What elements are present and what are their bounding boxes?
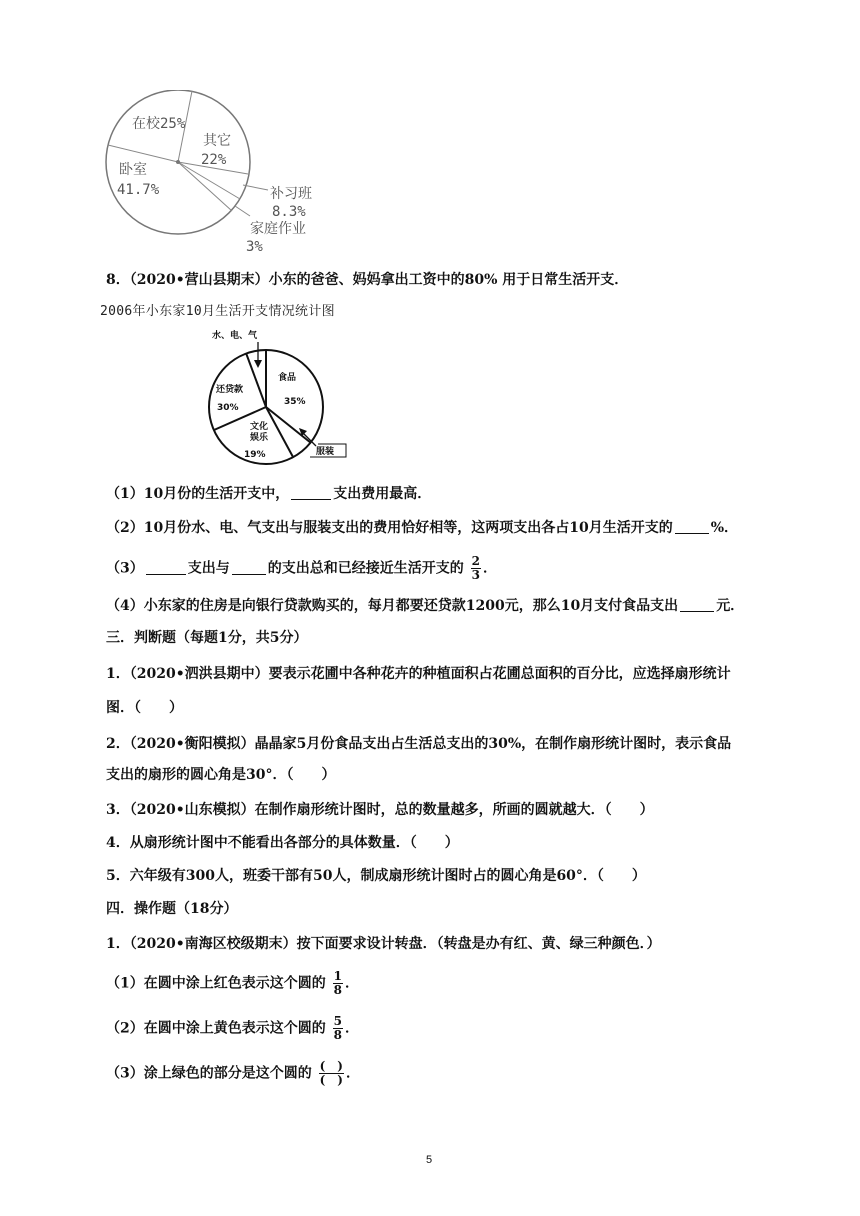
s4-sub1: （1）在圆中涂上红色表示这个圆的 $\frac{1}{8}$ ． — [106, 969, 359, 997]
q8-sub1: （1）10月份的生活开支中， 支出费用最高． — [106, 486, 432, 502]
label-loan-pct: 30% — [217, 403, 239, 413]
pie-center — [176, 160, 180, 164]
pie-divider — [108, 145, 178, 162]
leader-line — [235, 206, 250, 216]
s3-q4: 4．从扇形统计图中不能看出各部分的具体数量．（ ） — [106, 835, 459, 851]
s3-q1-line2: 图．（ ） — [106, 700, 183, 716]
s3-q2-line2: 支出的扇形的圆心角是30°．（ ） — [106, 767, 336, 783]
q8-sub2: （2）10月份水、电、气支出与服装支出的费用恰好相等，这两项支出各占10月生活开支的 %． — [106, 520, 739, 536]
s4-sub3: （3）涂上绿色的部分是这个圆的 $\frac{( )}{( )}$ ． — [106, 1059, 360, 1087]
fraction-one-eighth: $\frac{1}{8}$ — [333, 969, 342, 997]
s3-q3: 3．（2020•山东模拟）在制作扇形统计图时，总的数量越多，所画的圆就越大．（ ） — [106, 802, 654, 818]
leader-line — [243, 185, 268, 190]
label-utilities: 水、电、气 — [212, 331, 258, 341]
s4-q1: 1．（2020•南海区校级期末）按下面要求设计转盘．（转盘是办有红、黄、绿三种颜色．） — [106, 936, 661, 952]
label-homework: 家庭作业 — [250, 221, 306, 237]
arrow-head — [254, 360, 262, 368]
q8-sub4: （4）小东家的住房是向银行贷款购买的，每月都要还贷款1200元，那么10月支付食品支出 元． — [106, 598, 745, 614]
q8-sub3: （3） 支出与 的支出总和已经接近生活开支的 $\frac{2}{3}$ ． — [106, 554, 497, 582]
label-tutoring-pct: 8.3% — [272, 204, 306, 220]
label-clothing: 服装 — [316, 447, 335, 457]
answer-blank[interactable] — [675, 519, 709, 534]
fraction-five-eighths: $\frac{5}{8}$ — [333, 1014, 342, 1042]
s3-q2-line1: 2．（2020•衡阳模拟）晶晶家5月份食品支出占生活总支出的30%，在制作扇形统计图时，表示食品 — [106, 736, 732, 752]
chart2-title: 2006年小东家10月生活开支情况统计图 — [100, 304, 335, 319]
label-homework-pct: 3% — [246, 239, 263, 255]
s3-q1-line1: 1．（2020•泗洪县期中）要表示花圃中各种花卉的种植面积占花圃总面积的百分比，应选择扇形统计 — [106, 666, 731, 682]
pie-chart-expenses — [196, 322, 356, 470]
label-other-pct: 22% — [201, 152, 227, 168]
label-other: 其它 — [203, 133, 231, 149]
answer-blank[interactable] — [291, 485, 331, 500]
page-number: 5 — [426, 1154, 433, 1166]
label-food: 食品 — [278, 373, 297, 383]
answer-blank[interactable] — [680, 597, 714, 612]
answer-blank[interactable] — [146, 560, 186, 575]
fraction-two-thirds: $\frac{2}{3}$ — [471, 554, 480, 582]
label-culture-1: 文化 — [250, 422, 269, 432]
pie-divider — [266, 407, 293, 457]
label-culture-pct: 19% — [244, 450, 266, 460]
pie-divider — [178, 162, 232, 211]
q8-header: 8．（2020•营山县期末）小东的爸爸、妈妈拿出工资中的80% 用于日常生活开支． — [106, 272, 629, 288]
s4-sub2: （2）在圆中涂上黄色表示这个圆的 $\frac{5}{8}$ ． — [106, 1014, 359, 1042]
label-loan: 还贷款 — [216, 385, 244, 395]
label-bedroom: 卧室 — [119, 162, 147, 178]
s3-q5: 5．六年级有300人，班委干部有50人，制成扇形统计图时占的圆心角是60°．（ ） — [106, 868, 646, 884]
label-food-pct: 35% — [284, 397, 306, 407]
section3-heading: 三．判断题（每题1分，共5分） — [106, 630, 308, 646]
section4-heading: 四．操作题（18分） — [106, 901, 238, 917]
pie-divider — [266, 407, 311, 443]
pie-chart-time-use — [100, 90, 340, 260]
label-bedroom-pct: 41.7% — [117, 182, 160, 198]
answer-blank[interactable] — [232, 560, 266, 575]
fraction-blank[interactable]: $\frac{( )}{( )}$ — [319, 1059, 343, 1087]
label-tutoring: 补习班 — [270, 186, 312, 202]
label-school: 在校25% — [132, 116, 186, 132]
label-culture-2: 娱乐 — [250, 433, 269, 443]
